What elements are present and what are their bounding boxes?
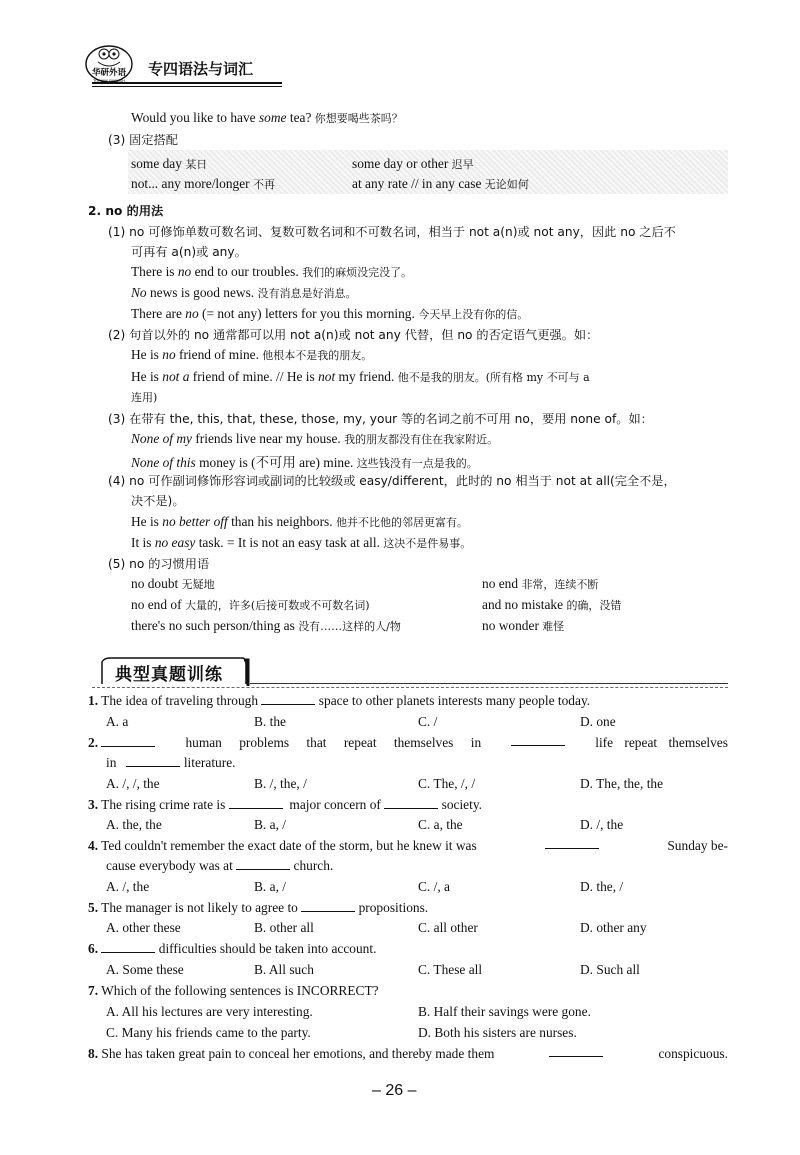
question: 3. The rising crime rate is major concern of society. [88, 797, 483, 812]
header-rule-thin [92, 86, 282, 87]
option: C. / [418, 714, 438, 729]
answer-blank[interactable] [511, 735, 565, 746]
option: B. the [254, 714, 286, 729]
banner-rule [250, 683, 728, 684]
option: C. Many his friends came to the party. [106, 1025, 311, 1040]
answer-blank[interactable] [236, 859, 290, 870]
option: C. /, a [418, 879, 450, 894]
page-header-title: 专四语法与词汇 [148, 60, 254, 78]
rule-paragraph: (4) no 可作副词修饰形容词或副词的比较级或 easy/different，此时的 no 相当于 not at all(完全不是， [108, 474, 676, 488]
option: C. a, the [418, 817, 463, 832]
option: D. one [580, 714, 616, 729]
question: 8. She has taken great pain to conceal her emotions, and thereby made them conspicuous. [88, 1046, 728, 1061]
idiom-item: no end 非常，连续不断 [482, 576, 599, 591]
answer-blank[interactable] [549, 1046, 603, 1057]
question: 7. Which of the following sentences is INCORRECT? [88, 983, 379, 998]
rule-paragraph: (5) no 的习惯用语 [108, 557, 210, 571]
exercise-banner-title: 典型真题训练 [115, 665, 223, 685]
rule-paragraph: 可再有 a(n)或 any。 [131, 245, 247, 259]
option: D. Such all [580, 962, 640, 977]
example-sentence: None of this money is (不可用 are) mine. 这些钱没有一点是我的。 [131, 455, 478, 470]
option: B. /, the, / [254, 776, 307, 791]
example-sentence: He is not a friend of mine. // He is not my friend. 他不是我的朋友。(所有格 my 不可与 a [131, 369, 590, 384]
logo-text: 华研外语 [91, 68, 127, 78]
example-sentence: It is no easy task. = It is not an easy task at all. 这决不是件易事。 [131, 535, 472, 550]
header-rule [92, 82, 282, 84]
subsection-heading: (3) 固定搭配 [108, 133, 178, 147]
option: A. All his lectures are very interesting. [106, 1004, 313, 1019]
banner-rule-dashed [92, 687, 728, 688]
option: A. the, the [106, 817, 162, 832]
option: B. a, / [254, 817, 286, 832]
example-sentence: No news is good news. 没有消息是好消息。 [131, 285, 357, 300]
example-sentence: He is no friend of mine. 他根本不是我的朋友。 [131, 347, 373, 362]
question: 4. Ted couldn't remember the exact date of the storm, but he knew it was Sunday be- [88, 838, 728, 853]
answer-blank[interactable] [126, 756, 180, 767]
option: B. All such [254, 962, 314, 977]
logo-subtext: TOPWAY ENGLISH [93, 79, 125, 83]
collocation-item: some day or other 迟早 [352, 156, 474, 171]
option: D. Both his sisters are nurses. [418, 1025, 577, 1040]
answer-blank[interactable] [545, 838, 599, 849]
option: D. the, / [580, 879, 624, 894]
rule-paragraph: 决不是)。 [131, 494, 185, 508]
example-sentence: None of my friends live near my house. 我的朋友都没有住在我家附近。 [131, 431, 499, 446]
publisher-logo-icon [84, 42, 134, 84]
option: A. Some these [106, 962, 184, 977]
option: C. These all [418, 962, 483, 977]
rule-paragraph: (3) 在带有 the, this, that, these, those, my, your 等的名词之前不可用 no，要用 none of。如： [108, 412, 653, 426]
idiom-item: no end of 大量的，许多(后接可数或不可数名词) [131, 597, 370, 612]
example-note: 连用) [131, 391, 158, 404]
question-continued: cause everybody was at church. [106, 858, 334, 873]
idiom-item: no wonder 难怪 [482, 618, 565, 633]
collocation-item: at any rate // in any case 无论如何 [352, 176, 529, 191]
option: D. other any [580, 920, 647, 935]
collocation-item: not... any more/longer 不再 [131, 176, 275, 191]
page-number: – 26 – [372, 1082, 417, 1099]
answer-blank[interactable] [384, 798, 438, 809]
question: 5. The manager is not likely to agree to propositions. [88, 900, 429, 915]
section-heading: 2. no 的用法 [88, 204, 164, 218]
answer-blank[interactable] [101, 736, 155, 747]
idiom-item: and no mistake 的确，没错 [482, 597, 622, 612]
example-sentence: There is no end to our troubles. 我们的麻烦没完没了。 [131, 264, 413, 279]
option: D. The, the, the [580, 776, 664, 791]
rule-paragraph: (2) 句首以外的 no 通常都可以用 not a(n)或 not any 代替，但 no 的否定语气更强。如： [108, 328, 599, 342]
answer-blank[interactable] [229, 798, 283, 809]
answer-blank[interactable] [301, 901, 355, 912]
option: C. all other [418, 920, 478, 935]
example-sentence: There are no (= not any) letters for you this morning. 今天早上没有你的信。 [131, 306, 529, 321]
option: C. The, /, / [418, 776, 476, 791]
answer-blank[interactable] [261, 694, 315, 705]
question: 2. human problems that repeat themselves in life repeat themselves [88, 735, 728, 750]
option: B. Half their savings were gone. [418, 1004, 591, 1019]
question: 6. difficulties should be taken into account. [88, 941, 377, 956]
idiom-item: no doubt 无疑地 [131, 576, 215, 591]
example-sentence: Would you like to have some tea? 你想要喝些茶吗？ [131, 110, 403, 125]
option: A. /, /, the [106, 776, 160, 791]
option: A. a [106, 714, 129, 729]
rule-paragraph: (1) no 可修饰单数可数名词、复数可数名词和不可数名词，相当于 not a(n)或 not any，因此 no 之后不 [108, 225, 676, 239]
option: A. /, the [106, 879, 150, 894]
option: B. a, / [254, 879, 286, 894]
option: B. other all [254, 920, 314, 935]
collocation-item: some day 某日 [131, 156, 208, 171]
question: 1. The idea of traveling through space to other planets interests many people today. [88, 693, 591, 708]
example-sentence: He is no better off than his neighbors. 他并不比他的邻居更富有。 [131, 514, 468, 529]
idiom-item: there's no such person/thing as 没有……这样的人/物 [131, 618, 401, 633]
option: A. other these [106, 920, 181, 935]
answer-blank[interactable] [101, 942, 155, 953]
option: D. /, the [580, 817, 624, 832]
question-continued: in literature. [106, 755, 236, 770]
